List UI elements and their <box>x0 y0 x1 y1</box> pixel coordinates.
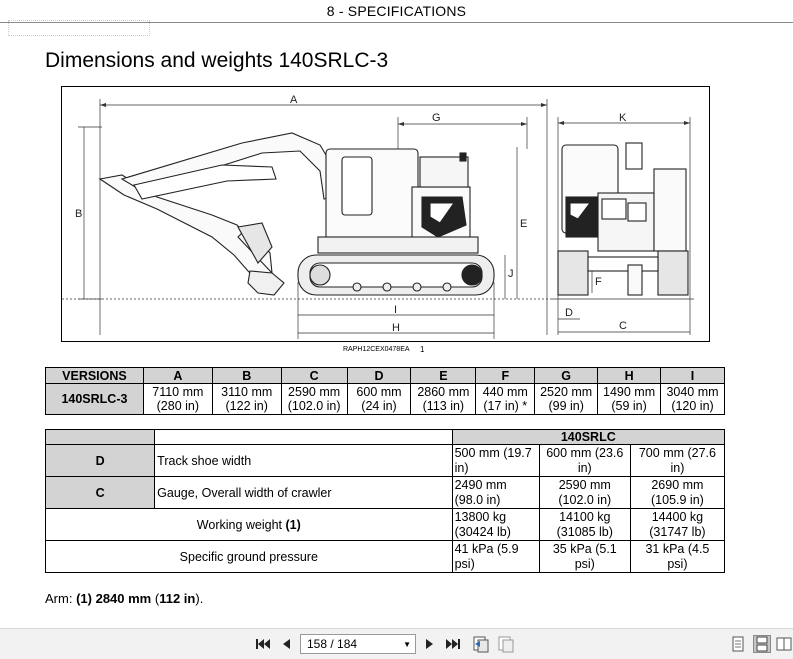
value-cell-H: 1490 mm (59 in) <box>598 384 661 415</box>
dim-label-E: E <box>520 218 528 230</box>
header-cell: D <box>347 368 411 384</box>
empty-header-cell <box>46 430 155 445</box>
page-number-select[interactable] <box>300 634 416 654</box>
header-cell: C <box>281 368 347 384</box>
continuous-view-button[interactable] <box>753 635 771 653</box>
value-cell: 41 kPa (5.9 psi) <box>452 541 539 573</box>
next-page-icon <box>424 637 436 651</box>
first-page-button[interactable] <box>254 635 272 653</box>
weights-header-row <box>46 430 725 445</box>
row-code: D <box>46 445 155 477</box>
continuous-page-icon <box>755 636 769 652</box>
value-cell: 700 mm (27.6 in) <box>630 445 724 477</box>
header-divider <box>0 22 793 23</box>
go-back-button[interactable] <box>472 635 490 653</box>
value-cell-B: 3110 mm (122 in) <box>212 384 281 415</box>
dim-label-F: F <box>595 276 602 288</box>
section-header: 8 - SPECIFICATIONS <box>326 3 467 19</box>
header-cell: H <box>598 368 661 384</box>
single-page-icon <box>731 636 745 652</box>
value-cell: 2490 mm (98.0 in) <box>452 477 539 509</box>
page-indicator: 158 / 184 <box>307 637 358 651</box>
row-label: Track shoe width <box>155 445 452 477</box>
dim-label-D: D <box>565 307 573 319</box>
excavator-dimension-drawing <box>61 86 710 342</box>
figure-number: 1 <box>420 345 425 354</box>
single-page-view-button[interactable] <box>729 635 747 653</box>
table-row <box>46 384 725 415</box>
header-cell: A <box>143 368 212 384</box>
header-cell: I <box>661 368 725 384</box>
page-back-icon <box>472 635 490 653</box>
table-row <box>46 541 725 573</box>
header-cell: E <box>411 368 476 384</box>
value-cell: 14100 kg (31085 lb) <box>539 509 630 541</box>
header-cell: G <box>535 368 598 384</box>
dim-label-H: H <box>392 322 400 334</box>
row-code: C <box>46 477 155 509</box>
table-row <box>46 477 725 509</box>
table-row <box>46 509 725 541</box>
excavator-drawing-svg <box>62 87 711 343</box>
dim-label-B: B <box>75 208 83 220</box>
previous-page-icon <box>280 637 292 651</box>
next-page-button[interactable] <box>421 635 439 653</box>
go-forward-button[interactable] <box>497 635 515 653</box>
chevron-down-icon: ▼ <box>403 640 411 649</box>
pdf-viewer-toolbar <box>0 628 793 659</box>
working-weight-label: Working weight (1) <box>46 509 453 541</box>
value-cell-E: 2860 mm (113 in) <box>411 384 476 415</box>
last-page-icon <box>445 637 461 651</box>
value-cell: 2590 mm (102.0 in) <box>539 477 630 509</box>
value-cell: 500 mm (19.7 in) <box>452 445 539 477</box>
header-cell: VERSIONS <box>46 368 144 384</box>
value-cell-C: 2590 mm (102.0 in) <box>281 384 347 415</box>
dim-label-I: I <box>394 304 398 316</box>
last-page-button[interactable] <box>444 635 462 653</box>
weights-table <box>45 429 725 573</box>
first-page-icon <box>255 637 271 651</box>
value-cell-I: 3040 mm (120 in) <box>661 384 725 415</box>
dim-label-G: G <box>432 112 441 124</box>
page-forward-icon <box>497 635 515 653</box>
dim-label-C: C <box>619 320 627 332</box>
previous-page-button[interactable] <box>277 635 295 653</box>
dim-label-K: K <box>619 112 627 124</box>
versions-header-row <box>46 368 725 384</box>
value-cell: 35 kPa (5.1 psi) <box>539 541 630 573</box>
value-cell: 13800 kg (30424 lb) <box>452 509 539 541</box>
figure-caption-code: RAPH12CEX0478EA <box>343 346 410 353</box>
value-cell-F: 440 mm (17 in) * <box>476 384 535 415</box>
value-cell: 31 kPa (4.5 psi) <box>630 541 724 573</box>
value-cell-A: 7110 mm (280 in) <box>143 384 212 415</box>
row-label: Gauge, Overall width of crawler <box>155 477 452 509</box>
facing-view-button[interactable] <box>775 635 793 653</box>
versions-table <box>45 367 725 415</box>
value-cell-D: 600 mm (24 in) <box>347 384 411 415</box>
table-row <box>46 445 725 477</box>
header-cell: F <box>476 368 535 384</box>
value-cell: 600 mm (23.6 in) <box>539 445 630 477</box>
value-cell: 2690 mm (105.9 in) <box>630 477 724 509</box>
ground-pressure-label: Specific ground pressure <box>46 541 453 573</box>
arm-footnote: Arm: (1) 2840 mm (112 in). <box>45 591 204 606</box>
page-title: Dimensions and weights 140SRLC-3 <box>45 49 389 72</box>
facing-pages-icon <box>776 636 792 652</box>
model-cell: 140SRLC-3 <box>46 384 144 415</box>
value-cell-G: 2520 mm (99 in) <box>535 384 598 415</box>
dim-label-J: J <box>508 268 514 280</box>
dim-label-A: A <box>290 94 298 106</box>
header-cell: B <box>212 368 281 384</box>
model-header: 140SRLC <box>452 430 724 445</box>
value-cell: 14400 kg (31747 lb) <box>630 509 724 541</box>
empty-header-cell <box>155 430 452 445</box>
